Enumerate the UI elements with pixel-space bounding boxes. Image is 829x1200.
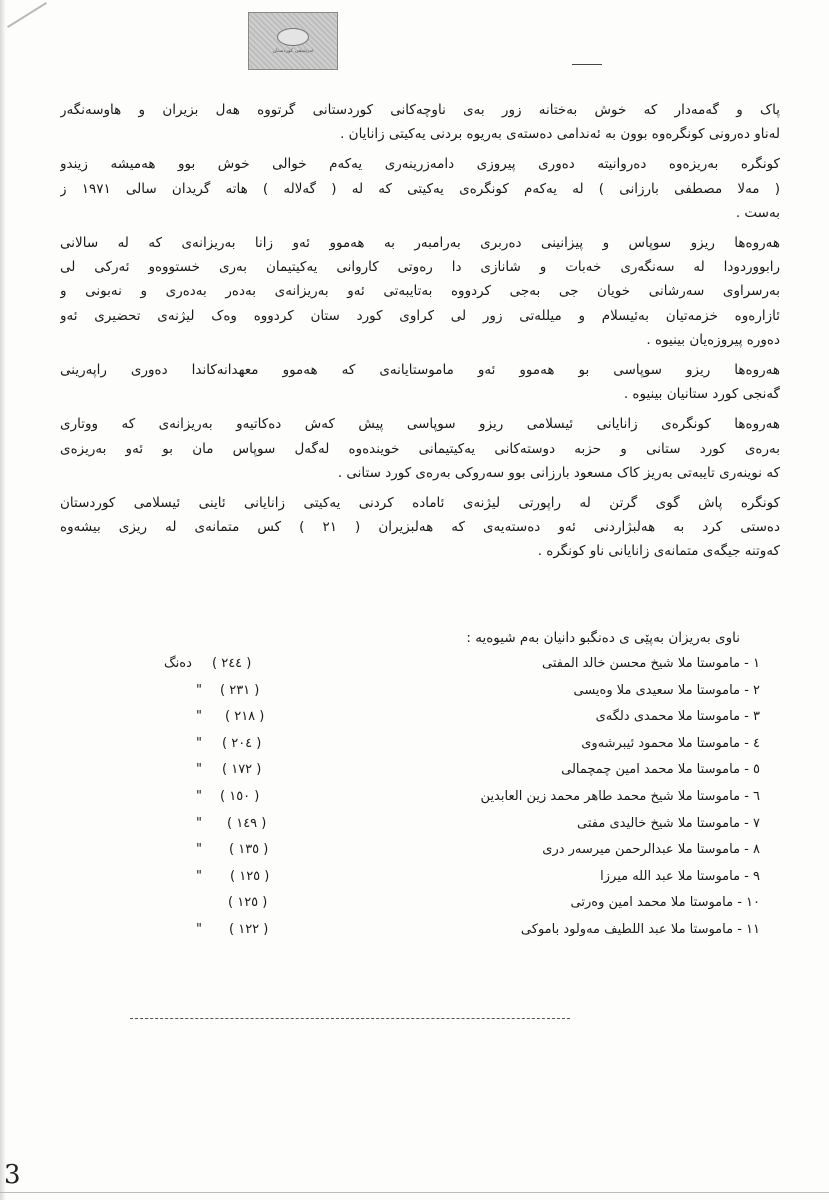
candidate-name: ١٠ - ماموستا ملا محمد امین وەرتی xyxy=(570,895,760,911)
text-line: هەروەها ریزو سوپاسی بو هەموو ئەو ماموستایانەی کە هەموو معهدانەکاندا دەوری راپەرینی xyxy=(60,362,780,379)
paragraph-2 xyxy=(60,152,780,225)
candidate-row xyxy=(150,918,760,945)
text-line: بەرسراوی سەرشانی خویان جی بەجی کردووە بەتایبەتی ئەو بەریزانەی بەدەر بەدەری و نەبونی و xyxy=(60,283,780,300)
vote-unit: " xyxy=(196,815,202,831)
text-line: کونگرە بەریزەوە دەروانیتە دەوری پیروزی دامەزرینەری یەکەم خوالی خوش بوو هەمیشە زیندو xyxy=(60,156,780,173)
vote-unit: " xyxy=(196,921,202,937)
vote-count: ( ٢١٨ ) xyxy=(225,709,265,725)
candidate-row xyxy=(150,785,760,812)
page-number: 3 xyxy=(4,1160,21,1190)
candidate-row xyxy=(150,758,760,785)
scan-edge-shadow xyxy=(0,0,6,1200)
candidate-name: ٦ - ماموستا ملا شیخ محمد طاهر محمد زین العابدین xyxy=(480,788,760,804)
paragraph-4 xyxy=(60,358,780,406)
vote-unit: دەنگ xyxy=(164,656,192,671)
vote-count: ( ١٧٢ ) xyxy=(222,762,262,778)
candidate-row xyxy=(150,812,760,839)
candidate-row xyxy=(150,652,760,679)
candidate-name: ٤ - ماموستا ملا محمود ئیبرشەوی xyxy=(581,735,760,751)
text-line: دەورە پیروزەیان بینیوە . xyxy=(646,331,780,348)
candidate-row xyxy=(150,732,760,759)
text-line: لەناو دەرونی کونگرەوە بوون بە ئەندامی دەستەی بەریوە بردنی یەکیتی زانایان . xyxy=(340,126,780,143)
vote-count: ( ٢٣١ ) xyxy=(220,682,260,698)
vote-count: ( ٢٤٤ ) xyxy=(212,656,252,671)
vote-unit: " xyxy=(196,788,202,804)
candidate-name: ٥ - ماموستا ملا محمد امین چمچمالی xyxy=(561,762,760,778)
page-edge xyxy=(0,1192,829,1193)
candidate-row xyxy=(150,865,760,892)
vote-count: ( ١٥٠ ) xyxy=(220,788,260,804)
vote-count: ( ١٢٢ ) xyxy=(229,921,269,937)
vote-unit: " xyxy=(196,868,202,884)
text-line: بەست . xyxy=(735,204,780,221)
candidate-name: ٧ - ماموستا ملا شیخ خالیدی مفتی xyxy=(577,815,760,831)
candidate-name: ٢ - ماموستا ملا سعیدی ملا وەیسی xyxy=(573,682,760,698)
vote-unit: " xyxy=(196,709,202,725)
bottom-rule xyxy=(130,1018,570,1019)
vote-count: ( ١٢٥ ) xyxy=(228,895,268,911)
paragraph-5 xyxy=(60,412,780,485)
text-line: دەستی کرد بە هەلبژاردنی ئەو دەستەیەی کە هەلبزیران ( ٢١ ) کس متمانەی لە ریزی بیشەوە xyxy=(60,519,780,536)
vote-count: ( ٢٠٤ ) xyxy=(222,735,262,751)
vote-count: ( ١٣٥ ) xyxy=(229,842,269,858)
text-line: کە نوینەری تایبەتی بەریز کاک مسعود بارزانی بوو سەروکی بەرەی کورد ستانی . xyxy=(337,464,780,481)
text-line: ئازارەوە خزمەتیان بەئیسلام و میللەتی زور لی کراوی کورد ستان کردووە وەک لیژنەی تحضیری ئەو xyxy=(60,307,780,324)
candidate-name: ٩ - ماموستا ملا عبد الله میرزا xyxy=(600,868,760,884)
vote-unit: " xyxy=(196,735,202,751)
paragraph-1 xyxy=(60,98,780,146)
candidate-name: ٣ - ماموستا ملا محمدی دلگەی xyxy=(595,709,760,725)
top-rule xyxy=(572,64,602,65)
candidate-row xyxy=(150,705,760,732)
candidate-row xyxy=(150,838,760,865)
text-line: کەوتنە جیگەی متمانەی زانایانی ناو کونگرە . xyxy=(537,543,780,560)
list-title: ناوی بەریزان بەپێی ی دەنگبو دانیان بەم شیوەیە : xyxy=(466,630,740,646)
text-line: هەروەها ریزو سوپاس و پیزانینی دەربری بەرامبەر بە هەموو ئەو زانا بەریزانەی کە لە سالانی xyxy=(60,235,780,252)
vote-count: ( ١٤٩ ) xyxy=(227,815,267,831)
vote-count: ( ١٢٥ ) xyxy=(230,868,270,884)
candidate-list xyxy=(150,652,760,945)
stamp-text: ئەرشیفی کوردستان xyxy=(272,48,314,54)
text-line: هەروەها کونگرەی زانایانی ئیسلامی ریزو سوپاسی پیش کەش دەکاتیەو بەریزانەی کە ووتاری xyxy=(60,416,780,433)
candidate-name: ١ - ماموستا ملا شیخ محسن خالد المفتی xyxy=(542,656,760,671)
candidate-name: ١١ - ماموستا ملا عبد اللطیف مەولود باموکی xyxy=(520,921,760,937)
vote-unit: " xyxy=(196,842,202,858)
paragraph-3 xyxy=(60,231,780,352)
archive-stamp xyxy=(248,12,338,70)
text-line: ( مەلا مصطفی بارزانی ) لە یەکەم کونگرەی یەکیتی کە لە ( گەلالە ) هاتە گریدان سالی ١٩٧١ ز xyxy=(60,180,780,197)
candidate-row xyxy=(150,679,760,706)
text-line: گەنجی کورد ستانیان بینیوە . xyxy=(623,386,780,403)
text-line: بەرەی کورد ستانی و حزبە دوستەکانی یەکیتیمانی خویندەوە لەگەل سوپاس مان بو ئەو بەریزەی xyxy=(60,440,780,457)
vote-unit: " xyxy=(196,762,202,778)
candidate-name: ٨ - ماموستا ملا عبدالرحمن میرسەر دری xyxy=(542,842,760,858)
text-line: رابووردودا لە سەنگەری خەبات و شانازی دا رەوتی کاروانی یەکیتیمان بەری خستووەو ئەرکی لی xyxy=(60,259,780,276)
seal-icon xyxy=(277,28,309,46)
text-line: پاک و گەمەدار کە خوش بەختانە زور بەی ناوچەکانی کوردستانی گرتووە هەل بزیران و هاوسەنگەر xyxy=(60,102,780,118)
body-text xyxy=(60,92,780,564)
vote-unit: " xyxy=(196,682,202,698)
paragraph-6 xyxy=(60,491,780,564)
scan-mark xyxy=(7,2,47,28)
candidate-row xyxy=(150,891,760,918)
text-line: کونگرە پاش گوی گرتن لە راپورتی لیژنەی ئامادە کردنی یەکیتی زانایانی ئاینی ئیسلامی کوردستان xyxy=(60,495,780,512)
